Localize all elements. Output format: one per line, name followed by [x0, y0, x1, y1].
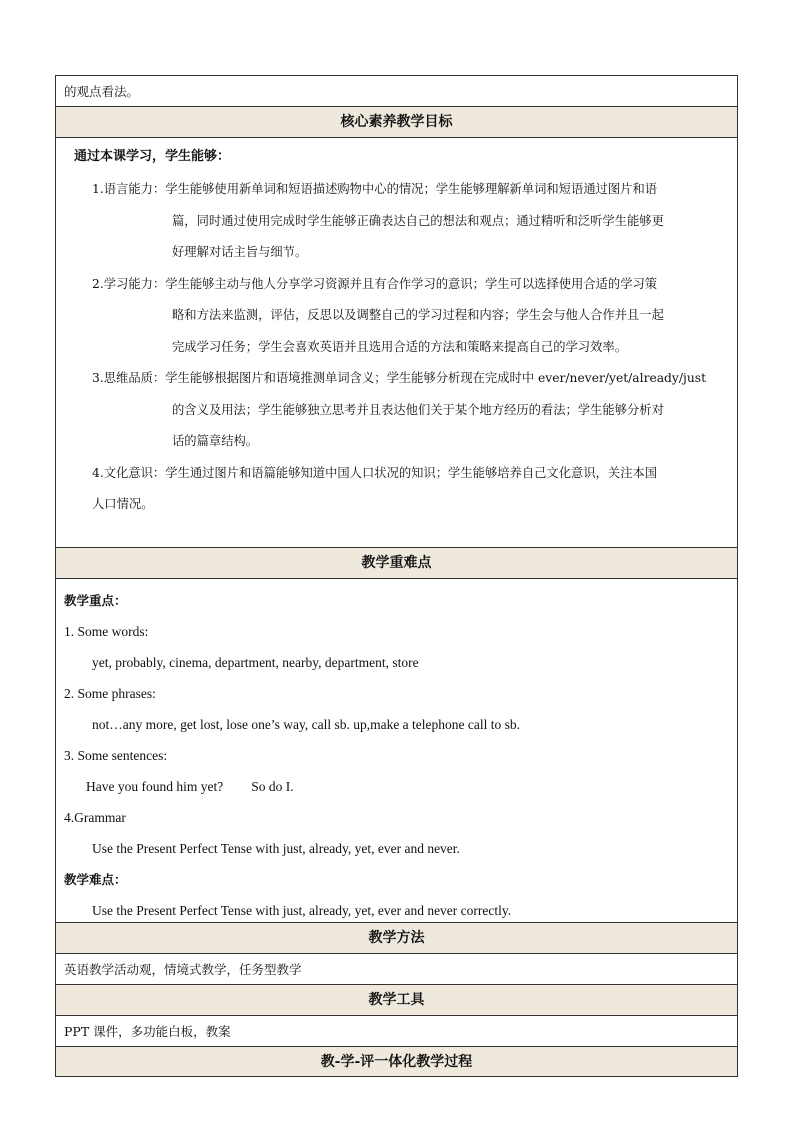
tools-title: 教学工具 — [368, 992, 425, 1008]
process-title: 教-学-评一体化教学过程 — [320, 1054, 473, 1070]
goal-line: 学生能够根据图片和语境推测单词含义；学生能够分析现在完成时中 ever/never/yet/already/just — [165, 371, 707, 385]
difficulty-label: 教学难点： — [64, 872, 127, 887]
goal-line: 略和方法来监测，评估，反思以及调整自己的学习过程和内容；学生会与他人合作并且一起 — [172, 308, 664, 322]
goal-label: 3.思维品质： — [92, 371, 166, 385]
goal-line: 人口情况。 — [92, 497, 154, 511]
goals-title: 核心素养教学目标 — [340, 114, 453, 130]
methods-title: 教学方法 — [368, 930, 425, 946]
words-list: yet, probably, cinema, department, nearby, department, store — [92, 655, 419, 670]
goal-label: 1.语言能力： — [92, 182, 166, 196]
methods-header — [55, 922, 738, 953]
goal-line: 话的篇章结构。 — [172, 434, 259, 448]
grammar-text: Use the Present Perfect Tense with just, already, yet, ever and never. — [92, 841, 460, 856]
keys-header — [55, 547, 738, 578]
sentences-heading: 3. Some sentences: — [64, 748, 168, 763]
tools-text: PPT 课件，多功能白板，教案 — [64, 1024, 231, 1039]
goal-line: 学生能够主动与他人分享学习资源并且有合作学习的意识；学生可以选择使用合适的学习策 — [165, 276, 658, 291]
keys-body — [55, 578, 738, 922]
intro-tail-text: 的观点看法。 — [64, 84, 140, 99]
goal-item-learning — [66, 269, 727, 364]
keys-title: 教学重难点 — [361, 555, 432, 571]
sentence-2: So do I. — [251, 779, 294, 794]
goal-line: 完成学习任务；学生会喜欢英语并且选用合适的方法和策略来提高自己的学习效率。 — [172, 339, 627, 354]
lesson-plan-table — [55, 75, 738, 1077]
goals-header — [55, 106, 738, 137]
difficulty-text: Use the Present Perfect Tense with just, already, yet, ever and never correctly. — [92, 903, 512, 918]
goal-line: 学生通过图片和语篇能够知道中国人口状况的知识；学生能够培养自己文化意识，关注本国 — [165, 465, 658, 480]
methods-text: 英语教学活动观，情境式教学，任务型教学 — [64, 962, 302, 977]
words-heading: 1. Some words: — [64, 624, 149, 639]
phrases-list: not…any more, get lost, lose one’s way, call sb. up,make a telephone call to sb. — [92, 717, 521, 732]
intro-tail-row — [55, 75, 738, 106]
goal-label: 4.文化意识： — [92, 465, 166, 480]
key-points-label: 教学重点： — [64, 593, 127, 608]
process-header — [55, 1046, 738, 1077]
goal-item-thinking — [66, 363, 727, 458]
methods-row — [55, 953, 738, 984]
goal-item-culture — [66, 458, 727, 521]
tools-header — [55, 984, 738, 1015]
grammar-heading: 4.Grammar — [64, 810, 126, 825]
goal-line: 篇，同时通过使用完成时学生能够正确表达自己的想法和观点；通过精听和泛听学生能够更 — [172, 213, 664, 228]
sentence-1: Have you found him yet? — [86, 779, 224, 794]
sentences-list — [64, 771, 729, 802]
goal-line: 好理解对话主旨与细节。 — [172, 245, 308, 259]
goal-line: 的含义及用法；学生能够独立思考并且表达他们关于某个地方经历的看法；学生能够分析对 — [172, 402, 664, 417]
goals-lead: 通过本课学习，学生能够： — [74, 149, 231, 164]
goal-line: 学生能够使用新单词和短语描述购物中心的情况；学生能够理解新单词和短语通过图片和语 — [165, 182, 658, 196]
phrases-heading: 2. Some phrases: — [64, 686, 156, 701]
goals-body — [55, 137, 738, 547]
goal-label: 2.学习能力： — [92, 276, 166, 291]
goal-item-language — [66, 174, 727, 269]
tools-row — [55, 1015, 738, 1046]
